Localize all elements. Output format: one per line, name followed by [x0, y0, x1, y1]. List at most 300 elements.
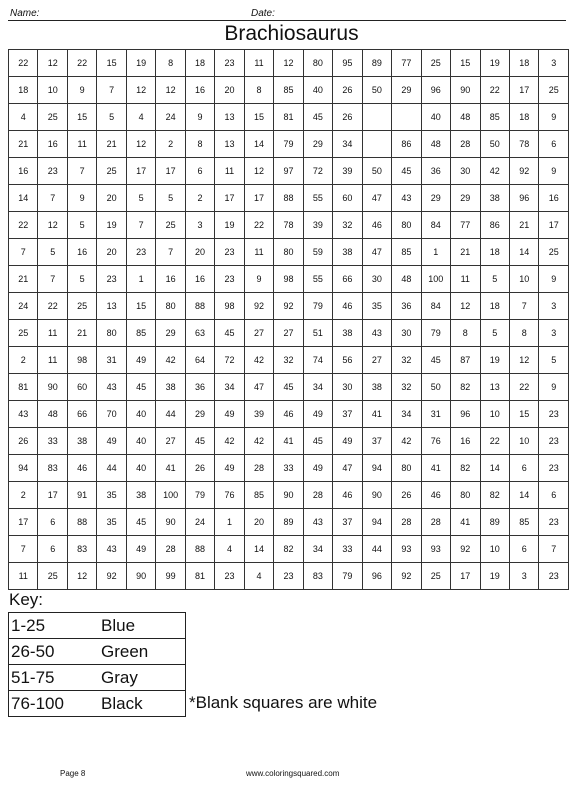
grid-cell: 85: [126, 320, 155, 347]
grid-cell: 3: [539, 293, 569, 320]
grid-cell: 16: [38, 131, 67, 158]
grid-cell: 16: [539, 185, 569, 212]
grid-cell: 9: [539, 104, 569, 131]
grid-cell: 85: [509, 509, 538, 536]
grid-cell: 3: [185, 212, 214, 239]
grid-cell: 39: [333, 158, 362, 185]
key-range: 51-75: [9, 665, 100, 691]
grid-cell: 46: [421, 482, 450, 509]
grid-cell: 96: [421, 77, 450, 104]
grid-cell: 7: [9, 239, 38, 266]
grid-cell: 81: [9, 374, 38, 401]
grid-cell: 10: [480, 401, 509, 428]
grid-cell: 22: [38, 293, 67, 320]
grid-cell: 19: [126, 50, 155, 77]
grid-cell: 88: [67, 509, 96, 536]
grid-cell: 32: [392, 347, 421, 374]
grid-cell: 45: [185, 428, 214, 455]
grid-cell: 11: [67, 131, 96, 158]
grid-cell: 28: [244, 455, 273, 482]
grid-row: [9, 347, 569, 374]
grid-cell: 29: [156, 320, 185, 347]
grid-cell: 12: [126, 77, 155, 104]
grid-cell: 5: [38, 239, 67, 266]
grid-cell: 20: [97, 185, 126, 212]
grid-cell: 17: [215, 185, 244, 212]
grid-cell: 45: [421, 347, 450, 374]
grid-cell: 88: [185, 293, 214, 320]
grid-cell: 16: [156, 266, 185, 293]
grid-cell: 14: [480, 455, 509, 482]
grid-cell: 30: [451, 158, 480, 185]
grid-cell: 7: [509, 293, 538, 320]
grid-cell: 23: [539, 455, 569, 482]
grid-cell: 23: [215, 563, 244, 590]
grid-cell: 6: [539, 482, 569, 509]
grid-cell: 20: [244, 509, 273, 536]
grid-cell: 21: [97, 131, 126, 158]
grid-row: [9, 104, 569, 131]
grid-cell: 77: [392, 50, 421, 77]
grid-cell: 7: [156, 239, 185, 266]
grid-cell: 49: [97, 428, 126, 455]
grid-cell: 40: [421, 104, 450, 131]
grid-cell: 6: [38, 509, 67, 536]
grid-cell: 76: [421, 428, 450, 455]
grid-cell: 5: [539, 347, 569, 374]
grid-cell: 46: [274, 401, 303, 428]
grid-cell: 28: [156, 536, 185, 563]
grid-cell: 23: [215, 239, 244, 266]
grid-cell: 93: [421, 536, 450, 563]
grid-cell: 28: [421, 509, 450, 536]
grid-row: [9, 266, 569, 293]
grid-cell: 81: [274, 104, 303, 131]
grid-cell: 79: [421, 320, 450, 347]
grid-cell: 16: [451, 428, 480, 455]
grid-cell: 80: [97, 320, 126, 347]
grid-cell: 26: [9, 428, 38, 455]
grid-cell: 26: [392, 482, 421, 509]
grid-cell: 82: [274, 536, 303, 563]
grid-cell: 88: [274, 185, 303, 212]
grid-cell: 92: [509, 158, 538, 185]
grid-cell: 7: [97, 77, 126, 104]
grid-cell: 13: [97, 293, 126, 320]
grid-cell: 1: [421, 239, 450, 266]
grid-cell: 7: [539, 536, 569, 563]
grid-cell: 90: [274, 482, 303, 509]
date-label: Date:: [251, 8, 275, 19]
grid-cell: 90: [362, 482, 391, 509]
number-grid: [8, 49, 569, 590]
grid-cell: 18: [480, 293, 509, 320]
grid-cell: 82: [451, 374, 480, 401]
grid-cell: 70: [97, 401, 126, 428]
grid-cell: 9: [185, 104, 214, 131]
grid-cell: 5: [97, 104, 126, 131]
grid-cell: 96: [509, 185, 538, 212]
grid-cell: 43: [97, 374, 126, 401]
grid-cell: 98: [274, 266, 303, 293]
grid-cell: 46: [333, 482, 362, 509]
grid-cell: 44: [362, 536, 391, 563]
grid-cell: 88: [185, 536, 214, 563]
grid-cell: 12: [244, 158, 273, 185]
grid-cell: 50: [362, 158, 391, 185]
grid-cell: 47: [362, 239, 391, 266]
grid-cell: 17: [509, 77, 538, 104]
grid-cell: 4: [244, 563, 273, 590]
grid-cell: 45: [126, 509, 155, 536]
grid-cell: 87: [451, 347, 480, 374]
grid-cell: 11: [215, 158, 244, 185]
grid-cell: 37: [362, 428, 391, 455]
grid-cell: 42: [392, 428, 421, 455]
grid-cell: 29: [303, 131, 332, 158]
grid-cell: 74: [303, 347, 332, 374]
grid-cell: 80: [156, 293, 185, 320]
grid-cell: 85: [244, 482, 273, 509]
grid-cell: 76: [215, 482, 244, 509]
grid-cell: 84: [421, 212, 450, 239]
grid-cell: 17: [9, 509, 38, 536]
grid-cell: 23: [539, 428, 569, 455]
grid-cell: 30: [362, 266, 391, 293]
key-row: [9, 691, 186, 717]
grid-cell: 5: [126, 185, 155, 212]
grid-cell: 49: [215, 401, 244, 428]
grid-cell: 17: [539, 212, 569, 239]
grid-cell: 66: [333, 266, 362, 293]
grid-cell: 4: [215, 536, 244, 563]
grid-cell: 25: [97, 158, 126, 185]
grid-cell: 17: [38, 482, 67, 509]
grid-cell: 94: [362, 509, 391, 536]
grid-cell: 27: [362, 347, 391, 374]
grid-cell: 16: [9, 158, 38, 185]
grid-cell: 8: [451, 320, 480, 347]
grid-cell: 98: [215, 293, 244, 320]
grid-cell: 26: [185, 455, 214, 482]
key-label: Key:: [9, 590, 44, 609]
grid-cell: 92: [274, 293, 303, 320]
grid-cell: 83: [303, 563, 332, 590]
grid-cell: 94: [9, 455, 38, 482]
grid-cell: 86: [480, 212, 509, 239]
grid-cell: 48: [421, 131, 450, 158]
grid-cell: 21: [509, 212, 538, 239]
grid-cell: 23: [539, 509, 569, 536]
grid-cell: 90: [38, 374, 67, 401]
grid-row: [9, 482, 569, 509]
grid-row: [9, 212, 569, 239]
grid-cell: 85: [274, 77, 303, 104]
grid-cell: 90: [126, 563, 155, 590]
grid-cell: 42: [244, 428, 273, 455]
grid-cell: 7: [67, 158, 96, 185]
grid-cell: 48: [392, 266, 421, 293]
grid-cell: 4: [126, 104, 155, 131]
grid-cell: 59: [303, 239, 332, 266]
name-date-line: [8, 6, 566, 21]
grid-cell: 22: [9, 50, 38, 77]
grid-cell: 80: [303, 50, 332, 77]
key-range: 1-25: [9, 613, 100, 639]
grid-row: [9, 50, 569, 77]
grid-cell: 22: [244, 212, 273, 239]
grid-cell: 89: [274, 509, 303, 536]
grid-cell: 19: [215, 212, 244, 239]
grid-cell: 46: [67, 455, 96, 482]
grid-cell: 33: [38, 428, 67, 455]
grid-row: [9, 185, 569, 212]
grid-cell: 18: [185, 50, 214, 77]
grid-cell: 10: [480, 536, 509, 563]
grid-cell: 13: [215, 131, 244, 158]
grid-cell: 49: [303, 401, 332, 428]
grid-cell: 39: [303, 212, 332, 239]
grid-row: [9, 77, 569, 104]
grid-cell: 21: [9, 266, 38, 293]
grid-cell: 10: [38, 77, 67, 104]
grid-cell: 34: [303, 536, 332, 563]
key-color: Blue: [99, 613, 186, 639]
grid-cell: 21: [9, 131, 38, 158]
grid-cell: 28: [392, 509, 421, 536]
grid-cell: 21: [67, 320, 96, 347]
grid-cell: 16: [185, 77, 214, 104]
grid-cell: 41: [451, 509, 480, 536]
grid-cell: 15: [509, 401, 538, 428]
grid-cell: 22: [480, 428, 509, 455]
grid-cell: 34: [303, 374, 332, 401]
grid-cell: 21: [451, 239, 480, 266]
grid-cell: 92: [392, 563, 421, 590]
grid-cell: 49: [126, 536, 155, 563]
grid-cell: 18: [509, 104, 538, 131]
grid-cell: 72: [303, 158, 332, 185]
grid-cell: 42: [480, 158, 509, 185]
grid-cell: 16: [67, 239, 96, 266]
grid-cell: 9: [67, 77, 96, 104]
grid-cell: 15: [126, 293, 155, 320]
grid-row: [9, 428, 569, 455]
grid-cell: 2: [9, 482, 38, 509]
grid-row: [9, 374, 569, 401]
grid-cell: 23: [38, 158, 67, 185]
grid-cell: 93: [392, 536, 421, 563]
grid-cell: 38: [333, 239, 362, 266]
grid-cell: 23: [126, 239, 155, 266]
page-number: Page 8: [60, 769, 86, 778]
grid-cell: 26: [333, 77, 362, 104]
grid-cell: 42: [215, 428, 244, 455]
grid-row: [9, 509, 569, 536]
grid-cell: 50: [421, 374, 450, 401]
grid-cell: 41: [274, 428, 303, 455]
grid-cell: 1: [126, 266, 155, 293]
grid-cell: 33: [333, 536, 362, 563]
grid-cell: 24: [9, 293, 38, 320]
grid-cell: 6: [509, 455, 538, 482]
grid-cell: 37: [333, 509, 362, 536]
grid-cell: 45: [392, 158, 421, 185]
grid-cell: 81: [185, 563, 214, 590]
grid-cell: 34: [215, 374, 244, 401]
grid-cell: 45: [215, 320, 244, 347]
grid-cell: 18: [480, 239, 509, 266]
grid-cell: 6: [185, 158, 214, 185]
grid-cell: 82: [451, 455, 480, 482]
grid-cell: 23: [274, 563, 303, 590]
grid-cell: 35: [362, 293, 391, 320]
grid-cell: 12: [156, 77, 185, 104]
grid-cell: 47: [333, 455, 362, 482]
grid-cell: 44: [97, 455, 126, 482]
grid-cell: 19: [480, 347, 509, 374]
grid-cell: 12: [451, 293, 480, 320]
grid-cell: 20: [185, 239, 214, 266]
blank-note: *Blank squares are white: [189, 693, 378, 712]
grid-cell: 5: [67, 212, 96, 239]
grid-cell: 17: [451, 563, 480, 590]
grid-cell: 82: [480, 482, 509, 509]
grid-cell: 12: [509, 347, 538, 374]
grid-row: [9, 293, 569, 320]
grid-cell: 41: [362, 401, 391, 428]
grid-cell: 11: [9, 563, 38, 590]
grid-cell: 5: [480, 320, 509, 347]
grid-row: [9, 158, 569, 185]
grid-cell: 3: [539, 320, 569, 347]
grid-cell: 42: [156, 347, 185, 374]
grid-cell: 5: [67, 266, 96, 293]
grid-cell: 33: [274, 455, 303, 482]
grid-cell: 24: [156, 104, 185, 131]
grid-row: [9, 239, 569, 266]
grid-cell: 7: [9, 536, 38, 563]
grid-cell: 29: [421, 185, 450, 212]
grid-cell: 15: [67, 104, 96, 131]
grid-cell: 11: [244, 239, 273, 266]
grid-cell: 46: [362, 212, 391, 239]
grid-cell: 11: [244, 50, 273, 77]
grid-cell: 97: [274, 158, 303, 185]
grid-cell: 38: [362, 374, 391, 401]
grid-cell: 32: [333, 212, 362, 239]
site-url: www.coloringsquared.com: [246, 769, 340, 778]
grid-cell: 28: [451, 131, 480, 158]
grid-cell: 17: [126, 158, 155, 185]
grid-cell: 2: [156, 131, 185, 158]
grid-cell: 32: [274, 347, 303, 374]
grid-cell: 12: [38, 212, 67, 239]
grid-cell: 92: [451, 536, 480, 563]
page-title: Brachiosaurus: [224, 22, 359, 45]
color-key: [8, 612, 186, 717]
key-range: 76-100: [9, 691, 100, 717]
grid-cell: 80: [451, 482, 480, 509]
key-color: Black: [99, 691, 186, 717]
grid-cell: 23: [539, 401, 569, 428]
grid-cell: 46: [333, 293, 362, 320]
grid-cell: 10: [509, 266, 538, 293]
grid-cell: 9: [244, 266, 273, 293]
grid-cell: 25: [9, 320, 38, 347]
grid-cell: 8: [509, 320, 538, 347]
grid-cell: 78: [509, 131, 538, 158]
grid-cell: 79: [274, 131, 303, 158]
grid-cell: 8: [185, 131, 214, 158]
grid-cell: 90: [451, 77, 480, 104]
grid-cell: 12: [67, 563, 96, 590]
grid-cell: 27: [156, 428, 185, 455]
grid-cell: 22: [509, 374, 538, 401]
grid-cell: 56: [333, 347, 362, 374]
grid-cell: 48: [451, 104, 480, 131]
grid-cell: 26: [333, 104, 362, 131]
grid-cell: 9: [67, 185, 96, 212]
grid-cell: 4: [9, 104, 38, 131]
grid-cell: 80: [392, 455, 421, 482]
grid-cell: 20: [97, 239, 126, 266]
grid-cell: 47: [362, 185, 391, 212]
grid-cell: 49: [215, 455, 244, 482]
grid-row: [9, 563, 569, 590]
grid-cell: 25: [421, 50, 450, 77]
grid-cell: 79: [303, 293, 332, 320]
grid-cell: 38: [156, 374, 185, 401]
grid-cell: 86: [392, 131, 421, 158]
grid-row: [9, 131, 569, 158]
grid-cell: 25: [539, 77, 569, 104]
grid-cell: 23: [97, 266, 126, 293]
grid-cell: 25: [539, 239, 569, 266]
grid-cell: 92: [244, 293, 273, 320]
grid-cell: 85: [392, 239, 421, 266]
grid-cell: 34: [333, 131, 362, 158]
grid-cell: [362, 104, 391, 131]
grid-cell: 12: [38, 50, 67, 77]
grid-cell: 43: [9, 401, 38, 428]
grid-cell: 43: [362, 320, 391, 347]
grid-cell: [362, 131, 391, 158]
grid-cell: 12: [126, 131, 155, 158]
grid-cell: 39: [244, 401, 273, 428]
grid-cell: 89: [362, 50, 391, 77]
grid-cell: 13: [215, 104, 244, 131]
grid-cell: 23: [215, 266, 244, 293]
grid-cell: 27: [274, 320, 303, 347]
grid-cell: 9: [539, 374, 569, 401]
grid-cell: 40: [126, 428, 155, 455]
grid-cell: 18: [509, 50, 538, 77]
grid-cell: 92: [97, 563, 126, 590]
grid-cell: 15: [244, 104, 273, 131]
grid-cell: 45: [303, 428, 332, 455]
grid-cell: 90: [156, 509, 185, 536]
key-color: Gray: [99, 665, 186, 691]
grid-cell: 60: [67, 374, 96, 401]
grid-cell: 83: [67, 536, 96, 563]
grid-cell: 24: [185, 509, 214, 536]
grid-cell: 7: [126, 212, 155, 239]
grid-cell: 22: [9, 212, 38, 239]
grid-cell: 17: [156, 158, 185, 185]
grid-cell: 55: [303, 266, 332, 293]
key-color: Green: [99, 639, 186, 665]
